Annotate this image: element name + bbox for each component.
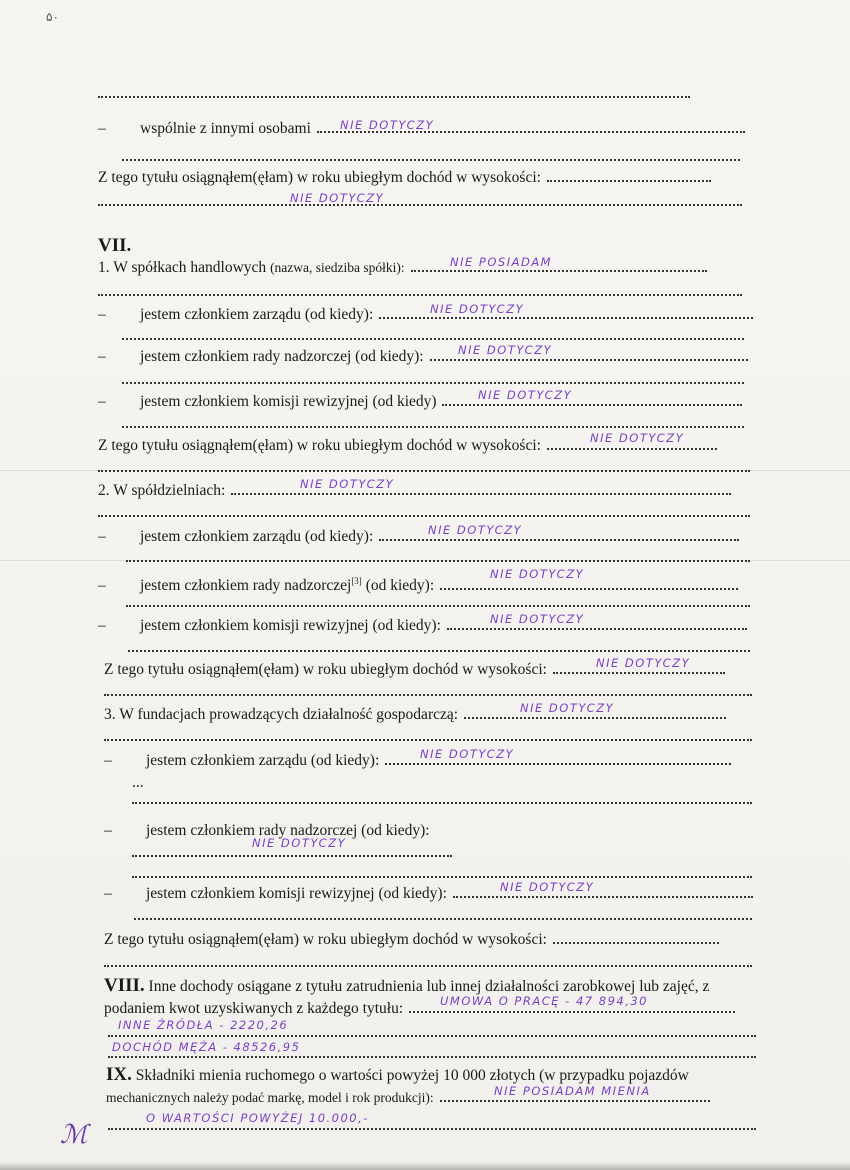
viii-value-2: INNE ŹRÓDŁA - 2220,26 (118, 1018, 289, 1032)
item1-value: NIE POSIADAM (450, 255, 553, 269)
coop-board-label: jestem członkiem zarządu (od kiedy): (140, 528, 374, 545)
fund-audit-row: – jestem członkiem komisji rewizyjnej (od kiedy): (104, 884, 784, 904)
item2-label: 2. W spółdzielniach: (98, 482, 226, 499)
fund-board-label: jestem członkiem zarządu (od kiedy): (146, 752, 380, 769)
section-ix-text2: mechanicznych należy podać markę, model i rok produkcji): (106, 1090, 434, 1105)
coop-supervisory-row: – jestem członkiem rady nadzorczej[3] (od kiedy): (98, 571, 778, 596)
board-row: – jestem członkiem zarządu (od kiedy): (98, 305, 770, 325)
dotted-line (104, 684, 752, 696)
footnote-ref: [3] (351, 576, 362, 586)
audit-label: jestem członkiem komisji rewizyjnej (od kiedy) (140, 393, 437, 410)
board-value: NIE DOTYCZY (430, 302, 525, 316)
dotted-line (98, 460, 750, 472)
supervisory-label: jestem członkiem rady nadzorczej (od kiedy): (140, 348, 424, 365)
section-viii-text1: Inne dochody osiągane z tytułu zatrudnienia lub innej działalności zarobkowej lub zajęć, z (148, 978, 710, 995)
audit-row: – jestem członkiem komisji rewizyjnej (od kiedy) (98, 392, 770, 412)
scan-edge (0, 1162, 850, 1170)
ix-value-1: NIE POSIADAM MIENIA (494, 1084, 651, 1098)
supervisory-value: NIE DOTYCZY (458, 343, 553, 357)
coop-supervisory-value: NIE DOTYCZY (490, 567, 585, 581)
dotted-line (98, 284, 742, 296)
supervisory-row: – jestem członkiem rady nadzorczej (od kiedy): (98, 347, 770, 367)
item3-row (104, 705, 768, 725)
section-viii-row2 (104, 999, 772, 1019)
item1-row (98, 258, 748, 278)
dotted-line (440, 576, 738, 590)
fund-supervisory-row: – jestem członkiem rady nadzorczej (od kiedy): (104, 822, 430, 839)
income-value: NIE DOTYCZY (590, 431, 685, 445)
item1-hint: (nazwa, siedziba spółki): (270, 260, 405, 275)
fund-income-label: Z tego tytułu osiągnąłem(ęłam) w roku ubiegłym dochód w wysokości: (104, 931, 547, 948)
dotted-line (132, 866, 752, 878)
section-ix-row1 (106, 1065, 786, 1086)
dotted-line (126, 595, 750, 607)
income-value: NIE DOTYCZY (290, 191, 385, 205)
dotted-line (547, 168, 711, 182)
joint-value: NIE DOTYCZY (340, 118, 435, 132)
coop-board-row: – jestem członkiem zarządu (od kiedy): (98, 527, 770, 547)
fund-board-value: NIE DOTYCZY (420, 747, 515, 761)
dotted-line (453, 884, 753, 898)
coop-income-label: Z tego tytułu osiągnąłem(ęłam) w roku ubiegłym dochód w wysokości: (104, 661, 547, 678)
fund-board-row: – jestem członkiem zarządu (od kiedy): (104, 751, 768, 771)
audit-value: NIE DOTYCZY (478, 388, 573, 402)
dotted-line (108, 1025, 756, 1037)
fund-audit-value: NIE DOTYCZY (500, 880, 595, 894)
income-row (98, 168, 748, 188)
ix-value-2: O WARTOŚCI POWYŻEJ 10.000,- (146, 1111, 369, 1125)
coop-income-value: NIE DOTYCZY (596, 656, 691, 670)
dotted-line (122, 416, 744, 428)
income-label: Z tego tytułu osiągnąłem(ęłam) w roku ubiegłym dochód w wysokości: (98, 437, 541, 454)
fund-supervisory-value: NIE DOTYCZY (252, 836, 347, 850)
dotted-line (122, 328, 744, 340)
section-ix-text1: Składniki mienia ruchomego o wartości powyżej 10 000 złotych (w przypadku pojazdów (135, 1067, 689, 1084)
section-ix-title: IX. (106, 1065, 132, 1085)
joint-row: – wspólnie z innymi osobami (98, 119, 770, 139)
corner-mark: ۵۰ (46, 10, 59, 24)
dotted-line (128, 640, 750, 652)
coop-supervisory-suffix: (od kiedy): (365, 577, 435, 595)
coop-audit-label: jestem członkiem komisji rewizyjnej (od kiedy): (140, 617, 441, 634)
item1-label: 1. W spółkach handlowych (98, 259, 267, 276)
section-ix-row2 (106, 1088, 762, 1108)
dotted-line (132, 792, 752, 804)
dotted-line (104, 955, 752, 967)
fund-income-row (104, 930, 768, 950)
item3-value: NIE DOTYCZY (520, 701, 615, 715)
item2-row (98, 481, 758, 501)
section-viii-title: VIII. (104, 976, 145, 996)
dotted-line (122, 149, 740, 161)
section-vii-title: VII. (98, 236, 132, 256)
item3-label: 3. W fundacjach prowadzących działalność gospodarczą: (104, 706, 459, 723)
viii-value-1: UMOWA O PRACĘ - 47 894,30 (440, 994, 648, 1008)
board-label: jestem członkiem zarządu (od kiedy): (140, 306, 374, 323)
dotted-line (126, 550, 750, 562)
viii-value-3: DOCHÓD MĘŻA - 48526,95 (112, 1040, 301, 1054)
joint-label: wspólnie z innymi osobami (140, 120, 311, 137)
dotted-line (553, 930, 719, 944)
fund-audit-label: jestem członkiem komisji rewizyjnej (od kiedy): (146, 885, 447, 902)
dotted-line (98, 505, 750, 517)
coop-board-value: NIE DOTYCZY (428, 523, 523, 537)
income-label: Z tego tytułu osiągnąłem(ęłam) w roku ubiegłym dochód w wysokości: (98, 169, 541, 186)
coop-audit-value: NIE DOTYCZY (490, 612, 585, 626)
dotted-line (108, 1046, 756, 1058)
coop-audit-row: – jestem członkiem komisji rewizyjnej (od kiedy): (98, 616, 778, 636)
fund-ellipsis: ... (132, 774, 144, 791)
dotted-line (104, 729, 752, 741)
dotted-line (122, 372, 744, 384)
dotted-line (98, 86, 690, 98)
initials-signature: ℳ (60, 1120, 88, 1150)
item2-value: NIE DOTYCZY (300, 477, 395, 491)
dotted-line (134, 908, 752, 920)
section-viii-text2: podaniem kwot uzyskiwanych z każdego tytułu: (104, 1000, 404, 1017)
coop-supervisory-label: jestem członkiem rady nadzorczej (140, 577, 352, 595)
dotted-line (98, 194, 742, 206)
fund-supervisory-label: jestem członkiem rady nadzorczej (od kiedy): (146, 822, 430, 839)
